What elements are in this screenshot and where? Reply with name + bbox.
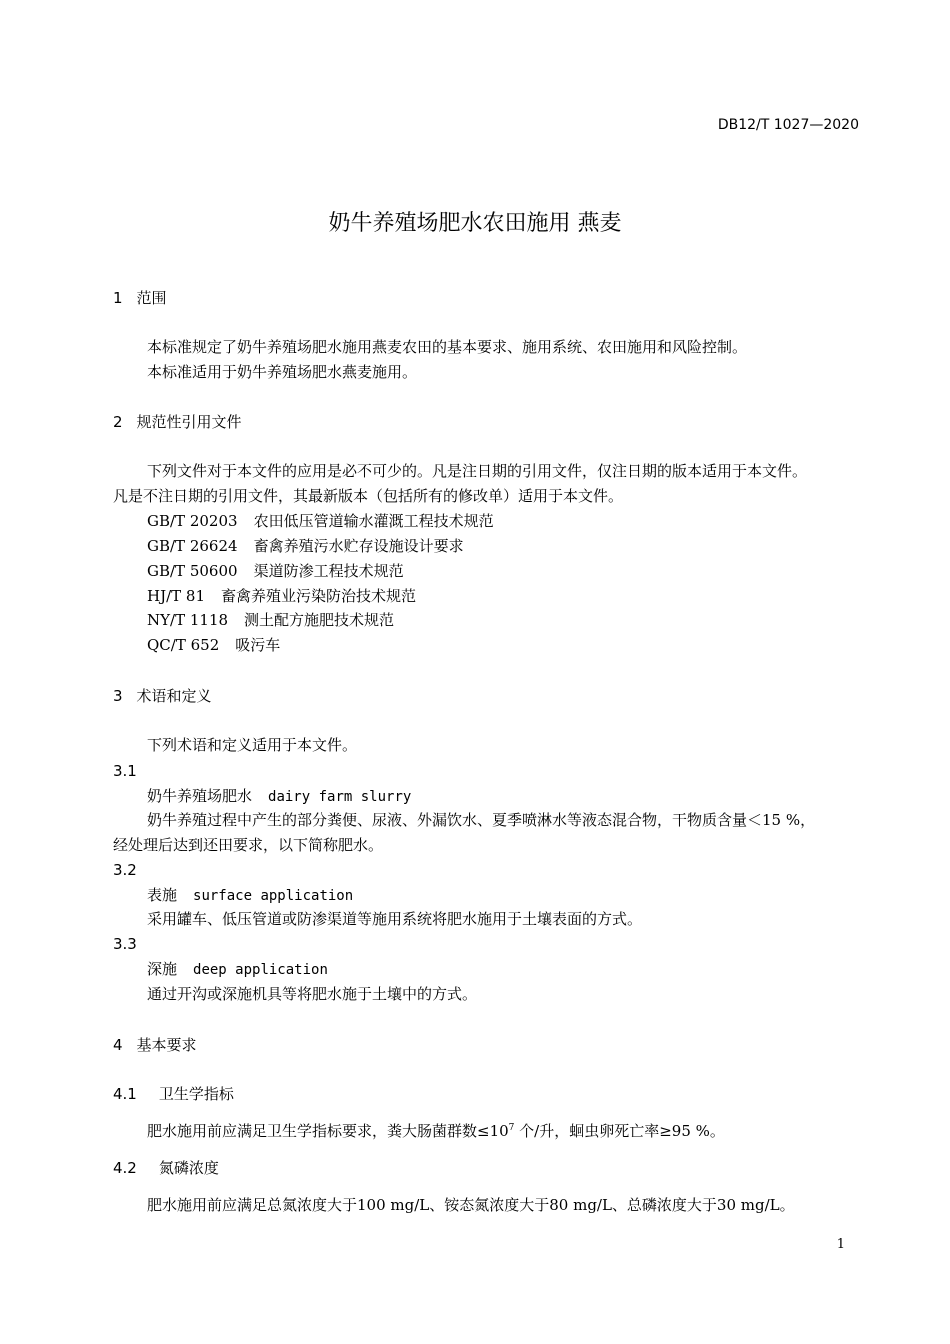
- reference-title: 畜禽养殖业污染防治技术规范: [221, 587, 417, 605]
- reference-code: NY/T 1118: [147, 611, 229, 629]
- section-title: 规范性引用文件: [136, 413, 242, 431]
- section-2-intro-line-2: 凡是不注日期的引用文件，其最新版本（包括所有的修改单）适用于本文件。: [113, 487, 624, 505]
- section-title: 基本要求: [136, 1036, 197, 1054]
- subsection-4-1-heading: [113, 1084, 234, 1104]
- reference-title: 吸污车: [235, 636, 281, 654]
- subsection-number: 4.1: [113, 1085, 137, 1103]
- term-definition-line-1: 奶牛养殖过程中产生的部分粪便、尿液、外漏饮水、夏季喷淋水等液态混合物，干物质含量＜15 %，: [147, 811, 816, 829]
- term-heading: [147, 959, 328, 980]
- section-number: 2: [113, 413, 123, 431]
- reference-item: [147, 511, 494, 531]
- section-1-paragraph-2: 本标准适用于奶牛养殖场肥水燕麦施用。: [147, 363, 418, 381]
- subsection-title: 氮磷浓度: [158, 1159, 219, 1177]
- reference-code: QC/T 652: [147, 636, 220, 654]
- term-english: dairy farm slurry: [268, 789, 412, 805]
- term-english: surface application: [193, 888, 354, 904]
- section-1-heading: [113, 288, 167, 308]
- document-title: 奶牛养殖场肥水农田施用 燕麦: [328, 211, 622, 236]
- term-chinese: 表施: [147, 886, 178, 904]
- reference-code: HJ/T 81: [147, 587, 206, 605]
- term-number: 3.2: [113, 861, 137, 879]
- term-heading: [147, 786, 411, 807]
- document-number: DB12/T 1027—2020: [717, 117, 859, 133]
- section-number: 4: [113, 1036, 123, 1054]
- reference-code: GB/T 26624: [147, 537, 238, 555]
- reference-item: [147, 635, 280, 655]
- reference-code: GB/T 50600: [147, 562, 238, 580]
- section-3-heading: [113, 686, 212, 706]
- reference-item: [147, 561, 404, 581]
- reference-item: [147, 536, 464, 556]
- reference-item: [147, 610, 394, 630]
- section-2-intro-line-1: 下列文件对于本文件的应用是必不可少的。凡是注日期的引用文件，仅注日期的版本适用于本文件。: [147, 462, 808, 480]
- term-definition-line-2: 经处理后达到还田要求，以下简称肥水。: [113, 836, 384, 854]
- section-number: 3: [113, 687, 123, 705]
- reference-code: GB/T 20203: [147, 512, 238, 530]
- reference-title: 畜禽养殖污水贮存设施设计要求: [253, 537, 464, 555]
- reference-title: 渠道防渗工程技术规范: [253, 562, 404, 580]
- reference-title: 农田低压管道输水灌溉工程技术规范: [253, 512, 494, 530]
- section-4-heading: [113, 1035, 197, 1055]
- page-number: 1: [836, 1237, 845, 1252]
- subsection-4-2-heading: [113, 1158, 219, 1178]
- section-3-intro: 下列术语和定义适用于本文件。: [147, 736, 358, 754]
- text-part: 肥水施用前应满足卫生学指标要求，粪大肠菌群数≤10: [147, 1122, 509, 1140]
- reference-title: 测土配方施肥技术规范: [244, 611, 395, 629]
- term-definition-line-1: 通过开沟或深施机具等将肥水施于土壤中的方式。: [147, 985, 478, 1003]
- exponent: 7: [508, 1123, 515, 1133]
- text-part: 个/升，蛔虫卵死亡率≥95 %。: [514, 1122, 725, 1140]
- subsection-number: 4.2: [113, 1159, 137, 1177]
- term-number: 3.3: [113, 935, 137, 953]
- subsection-4-1-text: [147, 1121, 725, 1141]
- subsection-title: 卫生学指标: [158, 1085, 234, 1103]
- section-title: 术语和定义: [136, 687, 212, 705]
- term-number: 3.1: [113, 762, 137, 780]
- section-2-heading: [113, 412, 242, 432]
- section-number: 1: [113, 289, 123, 307]
- section-title: 范围: [136, 289, 167, 307]
- term-chinese: 奶牛养殖场肥水: [147, 787, 253, 805]
- term-heading: [147, 885, 353, 906]
- term-english: deep application: [193, 962, 328, 978]
- section-1-paragraph-1: 本标准规定了奶牛养殖场肥水施用燕麦农田的基本要求、施用系统、农田施用和风险控制。: [147, 338, 748, 356]
- subsection-4-2-text: 肥水施用前应满足总氮浓度大于100 mg/L、铵态氮浓度大于80 mg/L、总磷浓度大于30 mg/L。: [147, 1196, 795, 1214]
- reference-item: [147, 586, 416, 606]
- term-definition-line-1: 采用罐车、低压管道或防渗渠道等施用系统将肥水施用于土壤表面的方式。: [147, 910, 643, 928]
- term-chinese: 深施: [147, 960, 178, 978]
